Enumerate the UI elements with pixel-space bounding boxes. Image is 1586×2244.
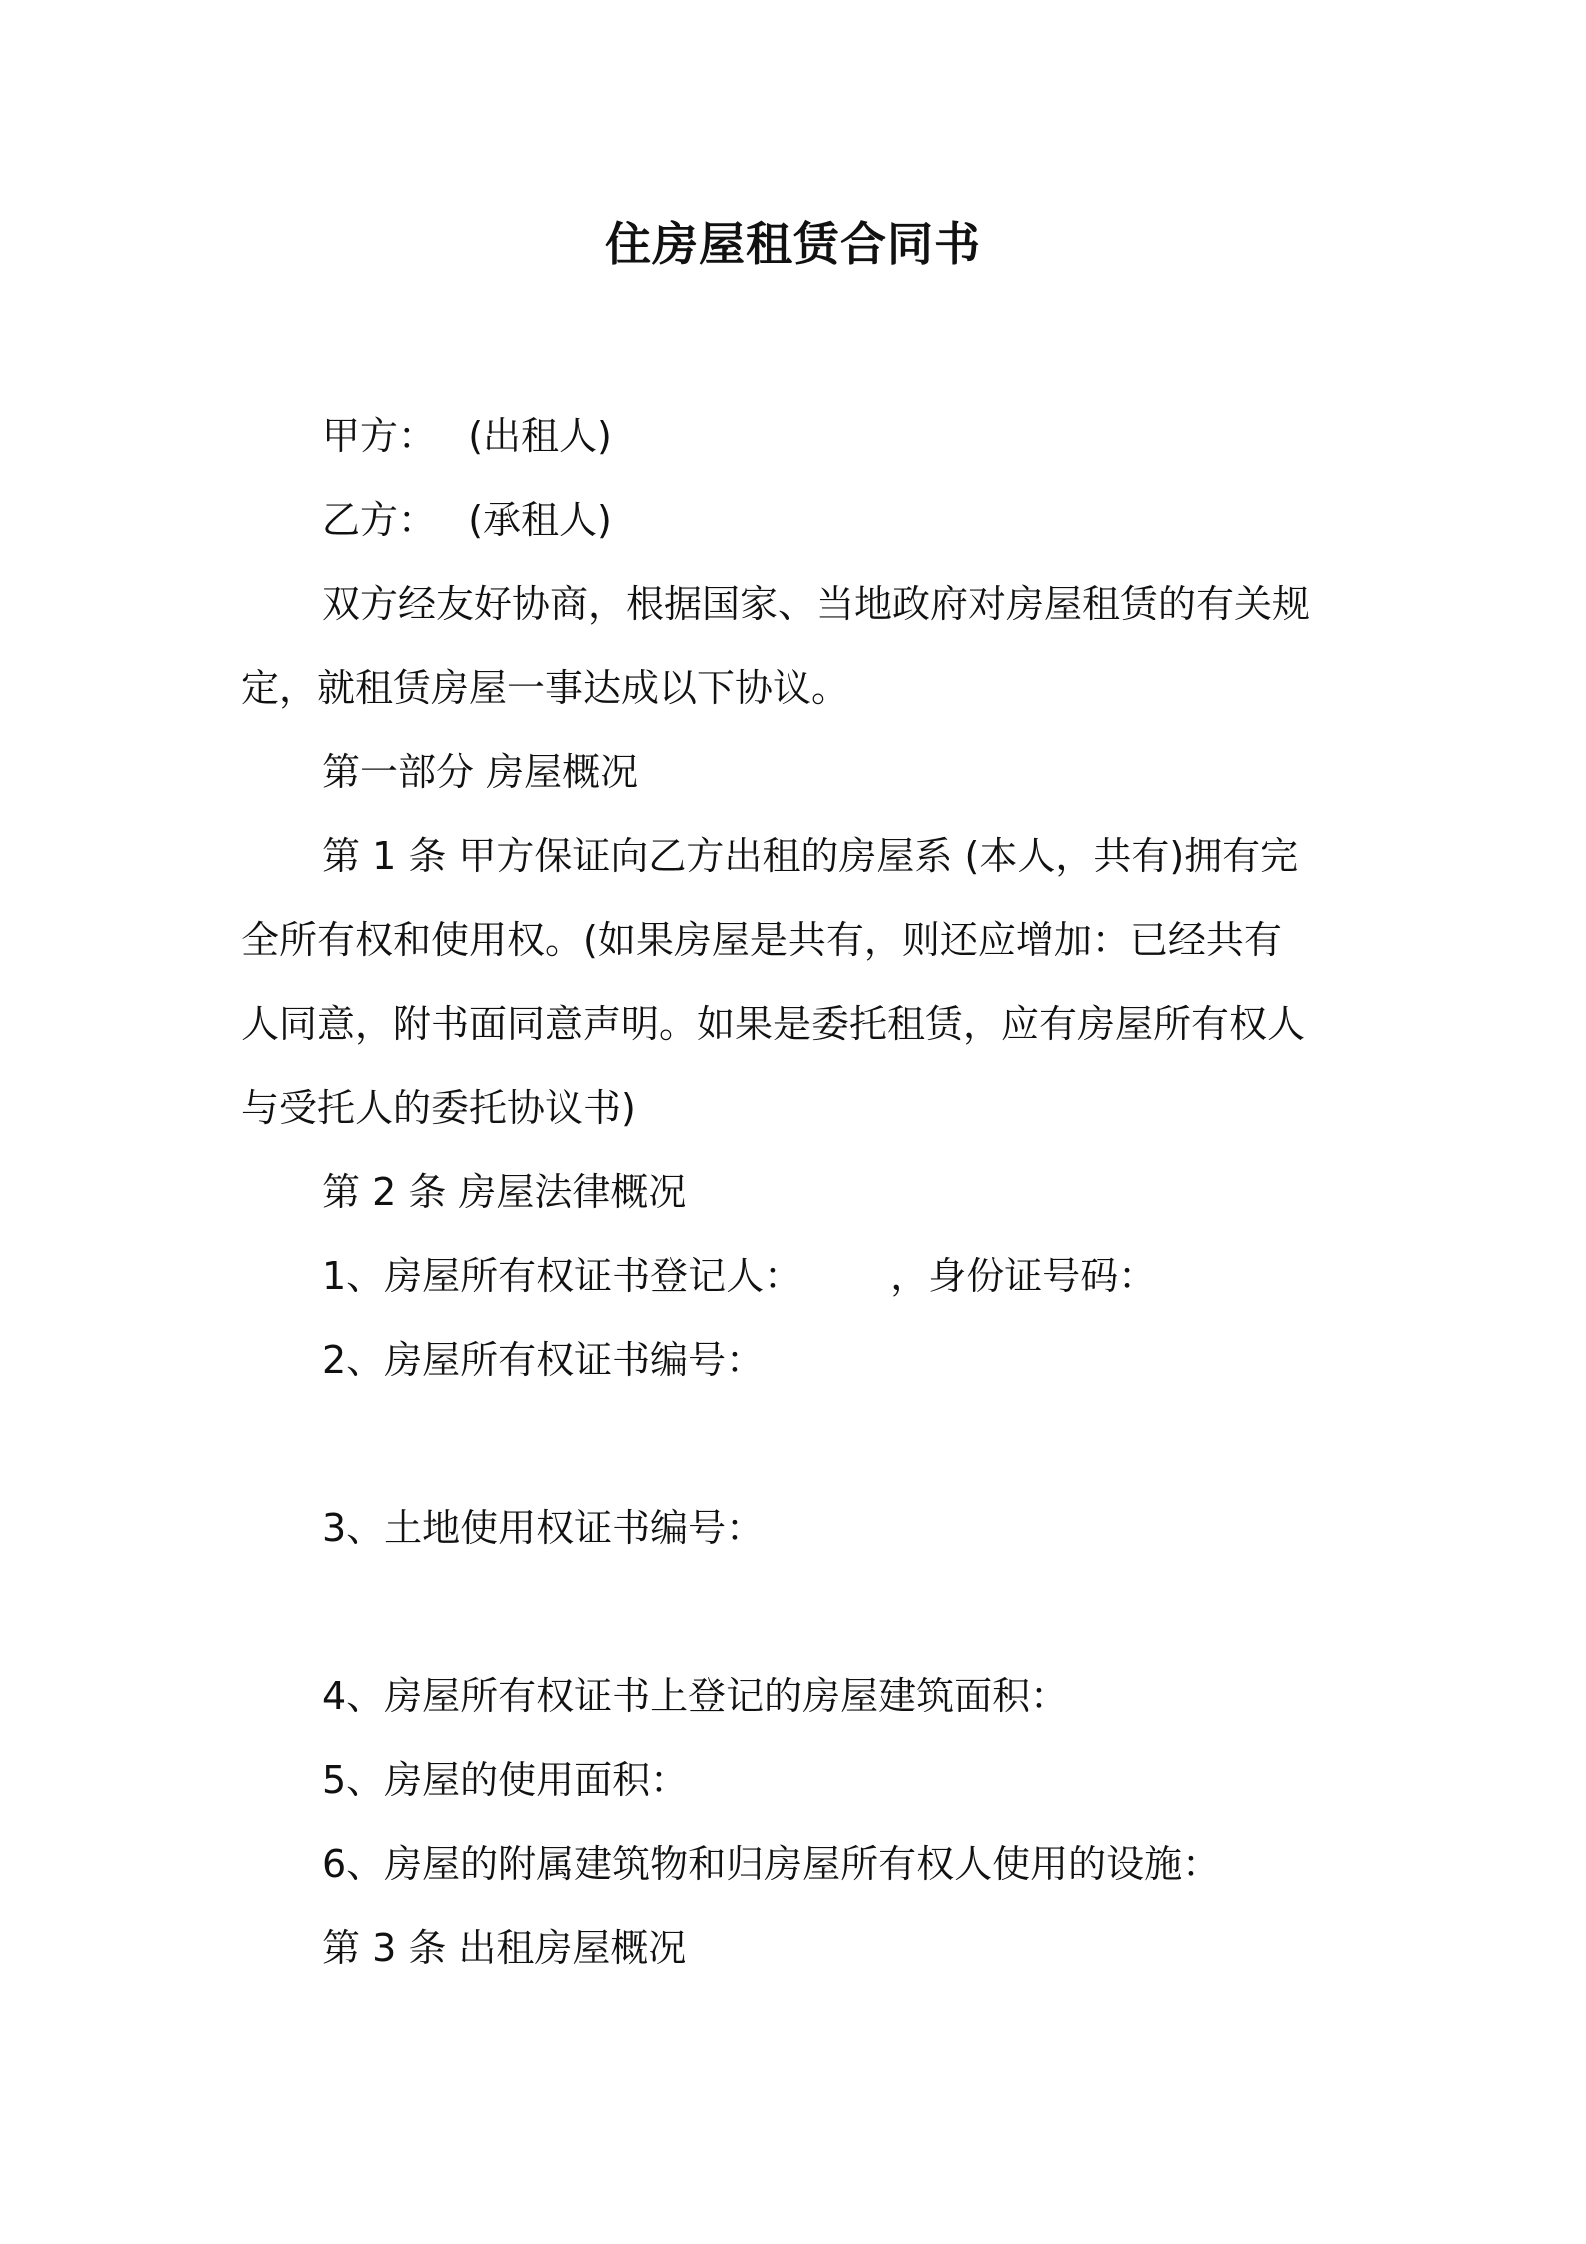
item-1-registrant-label: 1、房屋所有权证书登记人： [322,1254,803,1298]
article1-line-3: 人同意，附书面同意声明。如果是委托租赁，应有房屋所有权人 [241,1002,1306,1046]
item-2-line: 2、房屋所有权证书编号： [322,1338,765,1382]
article1-line-1: 第 1 条 甲方保证向乙方出租的房屋系 (本人，共有)拥有完 [322,834,1299,878]
article3-heading: 第 3 条 出租房屋概况 [322,1926,687,1970]
item-1-line [322,1250,1156,1302]
party-a-role: (出租人) [468,414,612,458]
party-a-line [322,410,612,462]
party-b-line [322,494,612,546]
item-3-line: 3、土地使用权证书编号： [322,1506,765,1550]
item-6-line: 6、房屋的附属建筑物和归房屋所有权人使用的设施： [322,1842,1221,1886]
item-4-line: 4、房屋所有权证书上登记的房屋建筑面积： [322,1674,1069,1718]
party-b-role: (承租人) [468,498,612,542]
article1-line-2: 全所有权和使用权。(如果房屋是共有，则还应增加：已经共有 [241,918,1282,962]
part1-heading: 第一部分 房屋概况 [322,750,639,794]
article2-heading: 第 2 条 房屋法律概况 [322,1170,687,1214]
article1-line-4: 与受托人的委托协议书) [241,1086,636,1130]
party-b-label: 乙方： [322,498,437,542]
document-title: 住房屋租赁合同书 [605,217,981,271]
item-5-line: 5、房屋的使用面积： [322,1758,689,1802]
intro-line-1: 双方经友好协商，根据国家、当地政府对房屋租赁的有关规 [322,582,1311,626]
item-1-id-label: ，身份证号码： [890,1254,1157,1298]
intro-line-2: 定，就租赁房屋一事达成以下协议。 [241,666,850,710]
party-a-label: 甲方： [322,414,437,458]
